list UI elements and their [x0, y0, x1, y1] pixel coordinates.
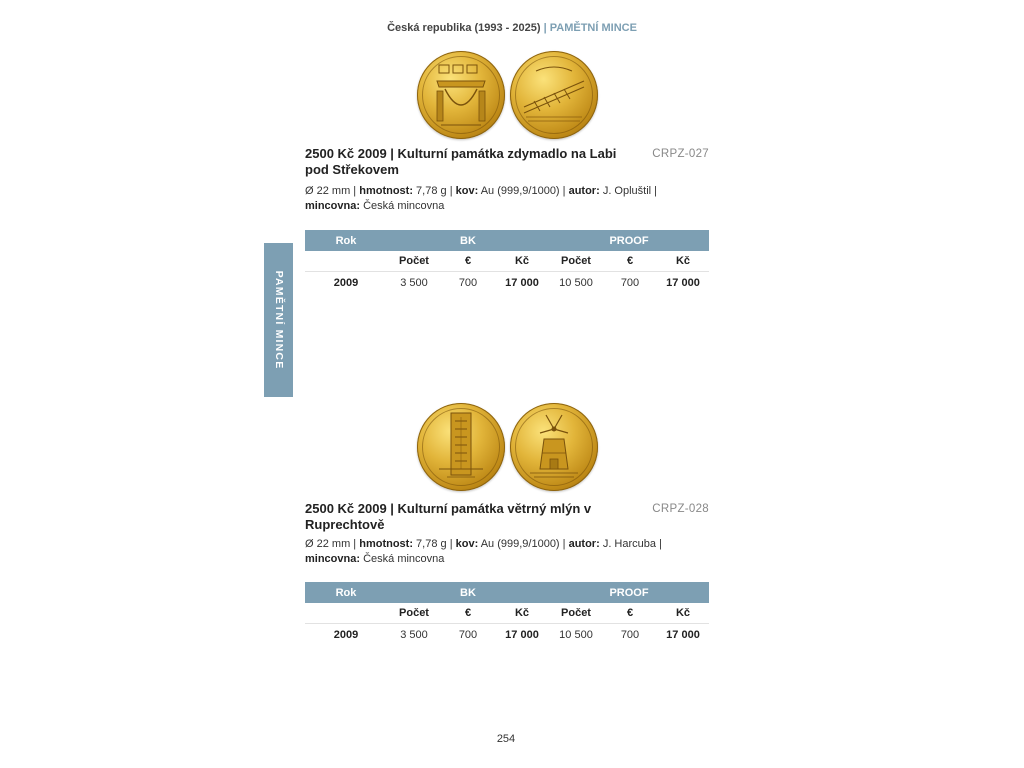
spec-mint: Česká mincovna: [363, 553, 445, 565]
spec-metal: Au (999,9/1000): [480, 185, 560, 197]
cell-bk-czk: 17 000: [505, 628, 539, 641]
spec-metal-label: kov:: [455, 538, 479, 550]
spec-weight: 7,78 g: [416, 185, 447, 197]
sub-bk-count: Počet: [387, 603, 441, 624]
coin-2-mintage-table: [305, 582, 709, 645]
col-year-header: Rok: [305, 230, 387, 251]
sub-proof-eur: €: [603, 603, 657, 624]
col-year-header: Rok: [305, 582, 387, 603]
coin-2-reverse-image: [510, 403, 598, 491]
cell-proof-czk: 17 000: [666, 276, 700, 289]
cell-bk-eur: 700: [458, 276, 478, 289]
sub-bk-eur: €: [441, 603, 495, 624]
section-side-tab: [264, 243, 293, 397]
spec-weight-label: hmotnost:: [359, 185, 413, 197]
spec-author-label: autor:: [568, 185, 600, 197]
header-separator: |: [540, 22, 550, 34]
cell-bk-count: 3 500: [400, 628, 428, 641]
sub-bk-czk: Kč: [495, 251, 549, 272]
coin-1-obverse-image: [417, 51, 505, 139]
table-header-band: [305, 582, 709, 603]
coin-1-mintage-table: [305, 230, 709, 293]
col-proof-header: PROOF: [549, 230, 709, 251]
table-subheader-row: [305, 251, 709, 272]
sub-proof-count: Počet: [549, 251, 603, 272]
col-bk-header: BK: [387, 230, 549, 251]
spec-diameter: Ø 22 mm: [305, 185, 351, 197]
cell-year: 2009: [333, 276, 359, 289]
spec-weight: 7,78 g: [416, 538, 447, 550]
spec-author: J. Harcuba: [602, 538, 657, 550]
spec-mint-label: mincovna:: [305, 200, 361, 212]
spec-author: J. Opluštil: [602, 185, 652, 197]
cell-bk-eur: 700: [458, 628, 478, 641]
col-proof-header: PROOF: [549, 582, 709, 603]
spec-metal-label: kov:: [455, 185, 479, 197]
table-row: [305, 272, 709, 294]
coin-1-title: 2500 Kč 2009 | Kulturní památka zdymadlo na Labi pod Střekovem: [305, 146, 617, 177]
cell-proof-count: 10 500: [559, 628, 593, 641]
cell-bk-count: 3 500: [400, 276, 428, 289]
coin-2-obverse-image: [417, 403, 505, 491]
sub-proof-czk: Kč: [657, 603, 709, 624]
table-row: [305, 624, 709, 646]
header-section: PAMĚTNÍ MINCE: [549, 22, 637, 34]
col-bk-header: BK: [387, 582, 549, 603]
coin-1-reverse-image: [510, 51, 598, 139]
sub-bk-count: Počet: [387, 251, 441, 272]
cell-proof-czk: 17 000: [666, 628, 700, 641]
table-subheader-row: [305, 603, 709, 624]
cell-proof-count: 10 500: [559, 276, 593, 289]
coin-1-specs: Ø 22 mm | hmotnost: 7,78 g | kov: Au (999,9/1000) | autor: J. Opluštil | mincovna: Česká mincovna: [305, 185, 658, 212]
spec-mint: Česká mincovna: [363, 200, 445, 212]
spec-mint-label: mincovna:: [305, 553, 361, 565]
cell-proof-eur: 700: [620, 276, 640, 289]
sub-bk-czk: Kč: [495, 603, 549, 624]
spec-metal: Au (999,9/1000): [480, 538, 560, 550]
coin-2-catalog-code: CRPZ-028: [652, 503, 709, 515]
coin-2-specs: Ø 22 mm | hmotnost: 7,78 g | kov: Au (999,9/1000) | autor: J. Harcuba | mincovna: Česká mincovna: [305, 538, 662, 565]
table-header-band: [305, 230, 709, 251]
spec-weight-label: hmotnost:: [359, 538, 413, 550]
sub-proof-count: Počet: [549, 603, 603, 624]
sub-bk-eur: €: [441, 251, 495, 272]
cell-year: 2009: [333, 628, 359, 641]
header-country: Česká republika (1993 - 2025): [387, 22, 541, 34]
cell-proof-eur: 700: [620, 628, 640, 641]
sub-proof-eur: €: [603, 251, 657, 272]
coin-2-title: 2500 Kč 2009 | Kulturní památka větrný mlýn v Ruprechtově: [305, 501, 592, 532]
running-header: [0, 22, 1024, 34]
page-number: 254: [496, 733, 516, 745]
sub-proof-czk: Kč: [657, 251, 709, 272]
spec-diameter: Ø 22 mm: [305, 538, 351, 550]
cell-bk-czk: 17 000: [505, 276, 539, 289]
side-tab-label: PAMĚTNÍ MINCE: [272, 270, 285, 370]
coin-1-catalog-code: CRPZ-027: [652, 148, 709, 160]
spec-author-label: autor:: [568, 538, 600, 550]
